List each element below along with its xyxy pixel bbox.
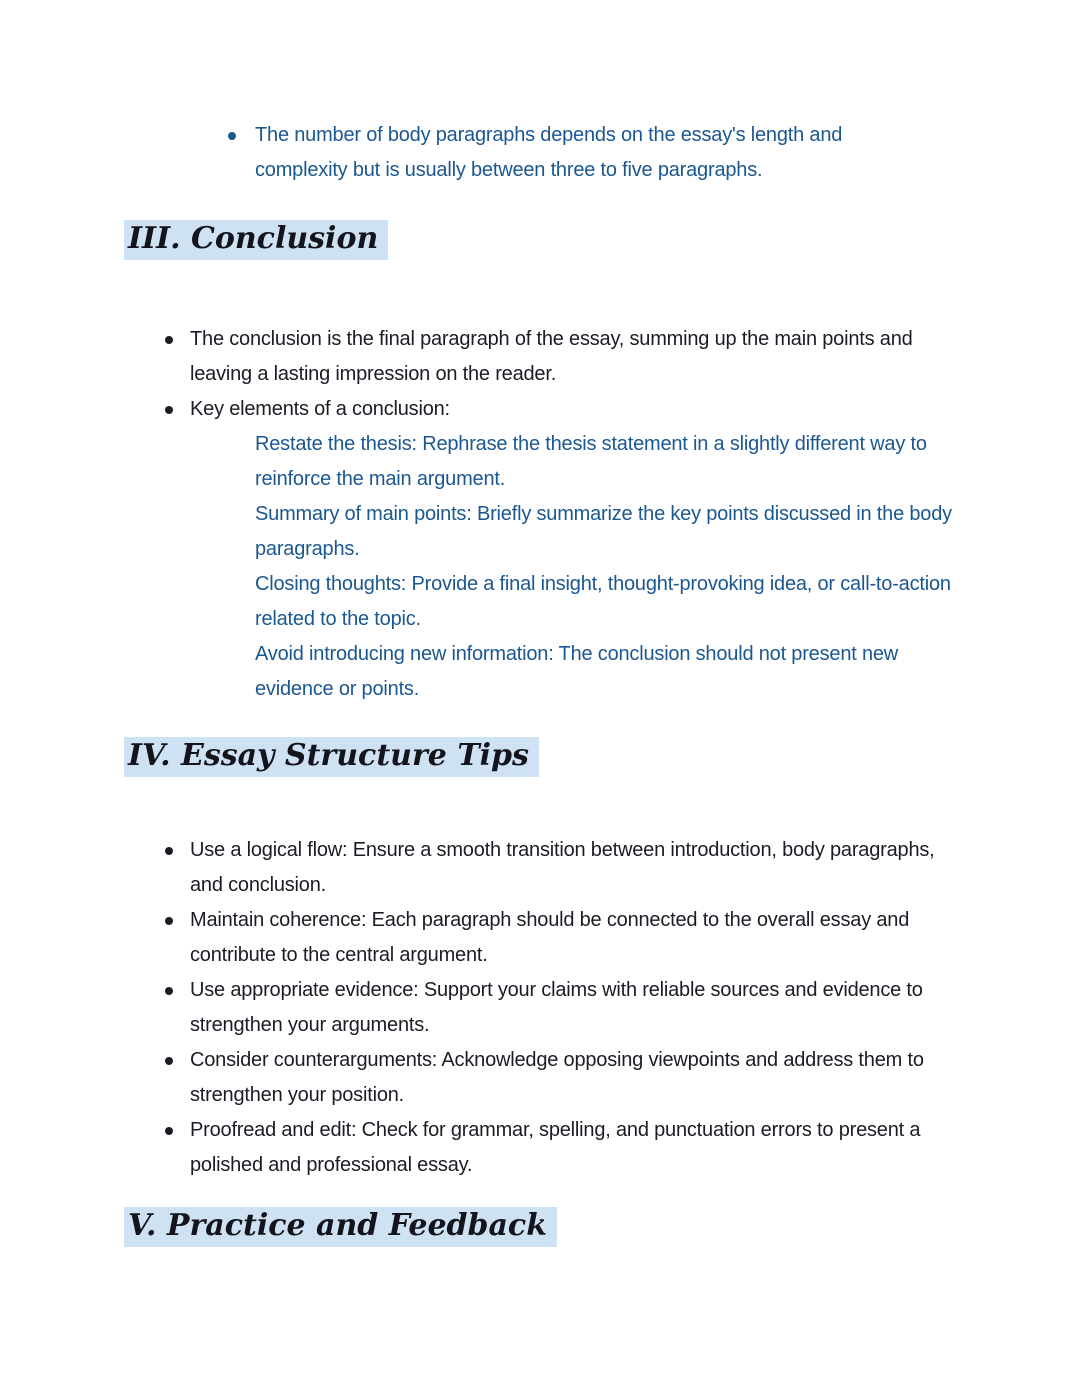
list-item [165, 1113, 1080, 1183]
list-item-text: Maintain coherence: Each paragraph should be connected to the overall essay and contribute to the central argument. [190, 909, 910, 966]
tips-bullet-list [165, 833, 1080, 1183]
bullet-dot-icon [165, 1127, 173, 1135]
conclusion-bullet-list [165, 322, 1080, 427]
section-heading-practice-and-feedback [128, 1205, 1080, 1247]
list-item-text: The number of body paragraphs depends on the essay's length and complexity but is usually between three to five paragraphs. [255, 124, 843, 181]
list-item [165, 322, 1080, 392]
list-item-text: Use appropriate evidence: Support your claims with reliable sources and evidence to strengthen your arguments. [190, 979, 923, 1036]
list-item-text: The conclusion is the final paragraph of the essay, summing up the main points and leaving a lasting impression on the reader. [190, 328, 913, 385]
list-item-text: Consider counterarguments: Acknowledge opposing viewpoints and address them to strengthen your position. [190, 1049, 924, 1106]
conclusion-sub-list [255, 427, 1080, 707]
section-heading-essay-structure-tips [128, 735, 1080, 777]
sub-list-item: Restate the thesis: Rephrase the thesis statement in a slightly different way to reinforce the main argument. [255, 433, 927, 490]
bullet-dot-icon [165, 917, 173, 925]
heading-highlight-text: IV. Essay Structure Tips [124, 737, 539, 777]
list-item [165, 903, 1080, 973]
bullet-dot-icon [165, 406, 173, 414]
sub-list-item: Avoid introducing new information: The conclusion should not present new evidence or points. [255, 643, 899, 700]
heading-highlight-text: V. Practice and Feedback [124, 1207, 557, 1247]
bullet-dot-icon [165, 336, 173, 344]
list-item-text: Proofread and edit: Check for grammar, spelling, and punctuation errors to present a polished and professional essay. [190, 1119, 921, 1176]
heading-highlight-text: III. Conclusion [124, 220, 388, 260]
bullet-dot-icon [165, 987, 173, 995]
bullet-dot-icon [165, 847, 173, 855]
list-item [165, 392, 1080, 427]
bullet-dot-icon [165, 1057, 173, 1065]
section-heading-conclusion [128, 218, 1080, 260]
list-item-text: Key elements of a conclusion: [190, 398, 450, 420]
list-item [165, 833, 1080, 903]
sub-list-item: Closing thoughts: Provide a final insight, thought-provoking idea, or call-to-action related to the topic. [255, 573, 951, 630]
list-item [228, 118, 1080, 188]
bullet-dot-icon [228, 132, 236, 140]
sub-list-item: Summary of main points: Briefly summarize the key points discussed in the body paragraphs. [255, 503, 952, 560]
list-item [165, 1043, 1080, 1113]
list-item-text: Use a logical flow: Ensure a smooth transition between introduction, body paragraphs, and conclusion. [190, 839, 935, 896]
list-item [165, 973, 1080, 1043]
